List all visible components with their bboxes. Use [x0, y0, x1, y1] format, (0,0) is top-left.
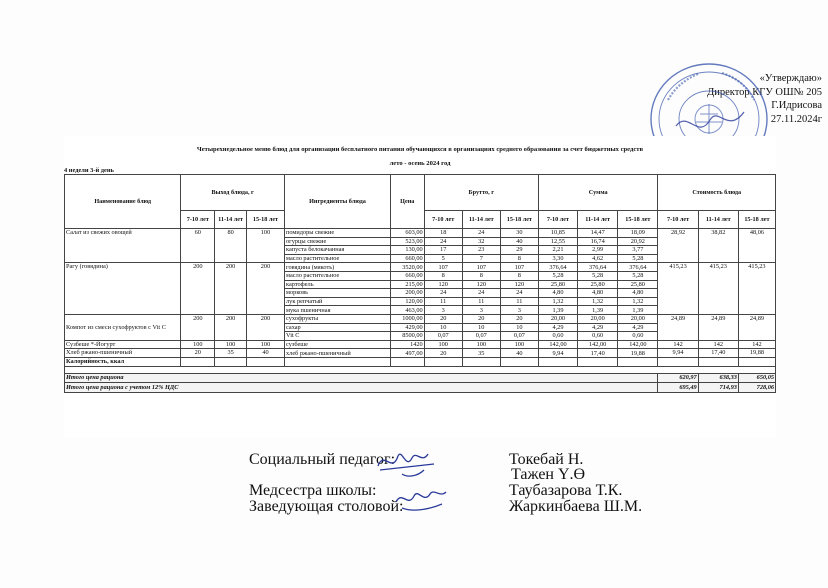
menu-table	[64, 174, 776, 393]
menu-table-body	[65, 229, 776, 393]
dish-cost-age2: 24,89	[698, 314, 738, 340]
menu-title	[64, 143, 776, 171]
header-dish: Наименование блюд	[65, 175, 181, 229]
ingredient-name: картофель	[285, 280, 391, 289]
ingredient-sum-age2: 142,00	[578, 340, 618, 349]
ingredient-brutto-age3: 40	[500, 349, 538, 358]
calories-cell	[424, 357, 462, 366]
dish-yield-age1: 200	[181, 263, 215, 315]
approval-line-4: 27.11.2024г	[770, 113, 822, 125]
dish-yield-age3: 200	[246, 314, 284, 340]
ingredient-sum-age3: 0,60	[618, 332, 658, 341]
dish-cost-age1: 9,94	[658, 349, 698, 358]
calories-cell	[738, 357, 775, 366]
ingredient-name: сухофрукты	[285, 314, 391, 323]
ingredient-sum-age1: 4,80	[538, 289, 577, 298]
ingredient-sum-age1: 25,80	[538, 280, 577, 289]
table-row	[65, 349, 776, 358]
table-row-spacer	[65, 366, 776, 373]
ingredient-name: сузбеше	[285, 340, 391, 349]
ingredient-price: 215,00	[390, 280, 424, 289]
ingredient-sum-age2: 4,80	[578, 289, 618, 298]
total-value-age3: 728,06	[738, 383, 775, 393]
dish-yield-age1: 100	[181, 340, 215, 349]
total-value-age1: 695,49	[658, 383, 698, 393]
ingredient-name: помидоры свежие	[285, 229, 391, 238]
ingredient-brutto-age2: 35	[462, 349, 500, 358]
dish-name: Компот из смеси сухофруктов с Vit C	[65, 314, 181, 340]
ingredient-sum-age2: 25,80	[578, 280, 618, 289]
header-yield-age1: 7-10 лет	[181, 211, 215, 229]
ingredient-brutto-age2: 107	[462, 263, 500, 272]
ingredient-brutto-age3: 107	[500, 263, 538, 272]
ingredient-brutto-age1: 120	[424, 280, 462, 289]
ingredient-brutto-age3: 0,07	[500, 332, 538, 341]
dish-name: Сузбеше *-Йогурт	[65, 340, 181, 349]
calories-cell	[658, 357, 698, 366]
calories-cell	[462, 357, 500, 366]
ingredient-name: масло растительное	[285, 271, 391, 280]
ingredient-brutto-age1: 17	[424, 246, 462, 255]
ingredient-brutto-age2: 24	[462, 229, 500, 238]
handwritten-signature-1	[372, 444, 442, 480]
ingredient-brutto-age2: 120	[462, 280, 500, 289]
ingredient-sum-age1: 3,30	[538, 254, 577, 263]
ingredient-sum-age1: 20,00	[538, 314, 577, 323]
ingredient-name: хлеб ржано-пшеничный	[285, 349, 391, 358]
dish-cost-age3: 415,23	[738, 263, 775, 315]
header-cost: Стоимость блюда	[658, 175, 776, 211]
ingredient-sum-age3: 376,64	[618, 263, 658, 272]
ingredient-sum-age2: 1,39	[578, 306, 618, 315]
ingredient-price: 523,00	[390, 237, 424, 246]
header-ingredients: Ингредиенты блюда	[285, 175, 391, 229]
ingredient-brutto-age1: 11	[424, 297, 462, 306]
dish-yield-age2: 80	[215, 229, 247, 263]
calories-cell	[698, 357, 738, 366]
menu-title-line-2: лето - осень 2024 год	[389, 160, 451, 167]
ingredient-price: 660,00	[390, 271, 424, 280]
dish-cost-age1: 24,89	[658, 314, 698, 340]
ingredient-price: 497,00	[390, 349, 424, 358]
ingredient-brutto-age3: 40	[500, 237, 538, 246]
ingredient-brutto-age1: 0,07	[424, 332, 462, 341]
header-cost-age1: 7-10 лет	[658, 211, 698, 229]
signature-name-canteen-head: Жаркинбаева Ш.М.	[509, 498, 643, 515]
ingredient-sum-age2: 20,00	[578, 314, 618, 323]
ingredient-brutto-age1: 18	[424, 229, 462, 238]
ingredient-brutto-age3: 24	[500, 289, 538, 298]
header-sum-age1: 7-10 лет	[538, 211, 577, 229]
calories-cell	[246, 357, 284, 366]
ingredient-price: 1000,00	[390, 314, 424, 323]
total-value-age2: 638,33	[698, 373, 738, 383]
ingredient-brutto-age2: 23	[462, 246, 500, 255]
ingredient-sum-age3: 3,77	[618, 246, 658, 255]
header-yield: Выход блюда, г	[181, 175, 285, 211]
table-row-total	[65, 373, 776, 383]
ingredient-name: сахар	[285, 323, 391, 332]
ingredient-brutto-age2: 3	[462, 306, 500, 315]
dish-cost-age3: 142	[738, 340, 775, 349]
ingredient-name: морковь	[285, 289, 391, 298]
ingredient-brutto-age3: 10	[500, 323, 538, 332]
dish-cost-age2: 38,82	[698, 229, 738, 263]
ingredient-sum-age2: 0,60	[578, 332, 618, 341]
dish-yield-age1: 200	[181, 314, 215, 340]
ingredient-name: лук репчатый	[285, 297, 391, 306]
header-cost-age2: 11-14 лет	[698, 211, 738, 229]
ingredient-sum-age3: 20,00	[618, 314, 658, 323]
calories-cell	[285, 357, 391, 366]
ingredient-brutto-age1: 24	[424, 289, 462, 298]
ingredient-brutto-age1: 24	[424, 237, 462, 246]
signature-name-school-nurse: Таубазарова Т.К.	[509, 482, 623, 499]
ingredient-sum-age3: 5,28	[618, 254, 658, 263]
ingredient-brutto-age1: 3	[424, 306, 462, 315]
ingredient-sum-age1: 9,94	[538, 349, 577, 358]
ingredient-sum-age2: 376,64	[578, 263, 618, 272]
dish-yield-age2: 35	[215, 349, 247, 358]
handwritten-signature-2	[392, 480, 452, 514]
approval-line-1: «Утверждаю»	[759, 73, 822, 84]
week-day-label: 4 недели 3-й день	[64, 167, 114, 174]
menu-title-line-1: Четырехнедельное меню блюд для организации бесплатного питания обучающихся в организациях среднего образования за счет бюджетных средств	[196, 146, 644, 153]
ingredient-sum-age3: 20,92	[618, 237, 658, 246]
ingredient-sum-age2: 4,29	[578, 323, 618, 332]
dish-name: Салат из свежих овощей	[65, 229, 181, 263]
ingredient-brutto-age1: 20	[424, 314, 462, 323]
dish-cost-age1: 415,23	[658, 263, 698, 315]
ingredient-sum-age1: 2,21	[538, 246, 577, 255]
ingredient-sum-age3: 1,32	[618, 297, 658, 306]
dish-cost-age3: 19,88	[738, 349, 775, 358]
calories-cell	[500, 357, 538, 366]
dish-yield-age1: 20	[181, 349, 215, 358]
ingredient-brutto-age1: 107	[424, 263, 462, 272]
ingredient-name: капуста белокачанная	[285, 246, 391, 255]
ingredient-brutto-age2: 100	[462, 340, 500, 349]
header-cost-age3: 15-18 лет	[738, 211, 775, 229]
total-value-age2: 714,93	[698, 383, 738, 393]
dish-cost-age3: 24,89	[738, 314, 775, 340]
ingredient-sum-age1: 1,32	[538, 297, 577, 306]
table-row	[65, 263, 776, 272]
ingredient-brutto-age2: 0,07	[462, 332, 500, 341]
ingredient-brutto-age3: 8	[500, 254, 538, 263]
ingredient-sum-age3: 18,09	[618, 229, 658, 238]
ingredient-sum-age1: 142,00	[538, 340, 577, 349]
dish-cost-age1: 28,92	[658, 229, 698, 263]
approval-line-3: Г.Идрисова	[771, 100, 822, 111]
ingredient-name: масло растительное	[285, 254, 391, 263]
ingredient-sum-age2: 14,47	[578, 229, 618, 238]
dish-name: Хлеб ржано-пшеничный	[65, 349, 181, 358]
signature-role-social-pedagogue: Социальный педагог:	[249, 451, 396, 468]
table-row-calories	[65, 357, 776, 366]
dish-yield-age2: 100	[215, 340, 247, 349]
ingredient-sum-age1: 4,29	[538, 323, 577, 332]
header-yield-age3: 15-18 лет	[246, 211, 284, 229]
ingredient-brutto-age1: 8	[424, 271, 462, 280]
dish-yield-age2: 200	[215, 314, 247, 340]
ingredient-sum-age2: 1,32	[578, 297, 618, 306]
ingredient-sum-age3: 19,88	[618, 349, 658, 358]
signature-name-social-pedagogue-2: Тажен Ү.Ө	[511, 466, 586, 483]
calories-cell	[215, 357, 247, 366]
ingredient-price: 1420	[390, 340, 424, 349]
ingredient-brutto-age1: 100	[424, 340, 462, 349]
dish-yield-age3: 100	[246, 340, 284, 349]
dish-yield-age1: 60	[181, 229, 215, 263]
calories-cell	[181, 357, 215, 366]
ingredient-sum-age2: 5,28	[578, 271, 618, 280]
ingredient-sum-age1: 376,64	[538, 263, 577, 272]
dish-yield-age3: 40	[246, 349, 284, 358]
ingredient-sum-age2: 2,99	[578, 246, 618, 255]
ingredient-brutto-age2: 20	[462, 314, 500, 323]
header-brutto-age1: 7-10 лет	[424, 211, 462, 229]
ingredient-brutto-age1: 10	[424, 323, 462, 332]
ingredient-price: 8500,00	[390, 332, 424, 341]
ingredient-brutto-age2: 8	[462, 271, 500, 280]
ingredient-brutto-age3: 29	[500, 246, 538, 255]
total-label: Итого цена рациона с учетом 12% НДС	[65, 383, 658, 393]
ingredient-price: 3520,00	[390, 263, 424, 272]
ingredient-name: говядина (мякоть)	[285, 263, 391, 272]
ingredient-sum-age2: 4,62	[578, 254, 618, 263]
ingredient-sum-age1: 10,85	[538, 229, 577, 238]
dish-yield-age3: 200	[246, 263, 284, 315]
ingredient-brutto-age2: 10	[462, 323, 500, 332]
ingredient-price: 463,00	[390, 306, 424, 315]
ingredient-price: 603,00	[390, 229, 424, 238]
ingredient-price: 200,00	[390, 289, 424, 298]
ingredient-price: 120,00	[390, 297, 424, 306]
ingredient-brutto-age2: 24	[462, 289, 500, 298]
ingredient-brutto-age2: 11	[462, 297, 500, 306]
dish-cost-age2: 415,23	[698, 263, 738, 315]
calories-cell	[538, 357, 577, 366]
spacer-cell	[65, 366, 776, 373]
ingredient-price: 130,00	[390, 246, 424, 255]
signature-role-canteen-head: Заведующая столовой:	[249, 498, 404, 515]
ingredient-brutto-age3: 8	[500, 271, 538, 280]
dish-cost-age3: 48,06	[738, 229, 775, 263]
calories-cell	[618, 357, 658, 366]
signature-name-social-pedagogue-1: Токебай Н.	[509, 451, 584, 468]
ingredient-sum-age3: 25,80	[618, 280, 658, 289]
ingredient-brutto-age1: 20	[424, 349, 462, 358]
header-sum-age2: 11-14 лет	[578, 211, 618, 229]
ingredient-brutto-age2: 32	[462, 237, 500, 246]
calories-label: Калорийность, ккал	[65, 357, 181, 366]
dish-yield-age3: 100	[246, 229, 284, 263]
ingredient-brutto-age3: 3	[500, 306, 538, 315]
header-price: Цена	[390, 175, 424, 229]
table-row	[65, 229, 776, 238]
ingredient-sum-age3: 142,00	[618, 340, 658, 349]
ingredient-sum-age1: 12,55	[538, 237, 577, 246]
ingredient-brutto-age1: 5	[424, 254, 462, 263]
ingredient-name: огурцы свежие	[285, 237, 391, 246]
ingredient-brutto-age3: 120	[500, 280, 538, 289]
ingredient-brutto-age3: 11	[500, 297, 538, 306]
calories-cell	[390, 357, 424, 366]
dish-name: Рагу (говядина)	[65, 263, 181, 315]
signature-role-school-nurse: Медсестра школы:	[249, 482, 377, 499]
table-row	[65, 314, 776, 323]
total-value-age1: 620,97	[658, 373, 698, 383]
total-label: Итого цена рациона	[65, 373, 658, 383]
ingredient-brutto-age3: 20	[500, 314, 538, 323]
ingredient-sum-age1: 5,28	[538, 271, 577, 280]
dish-yield-age2: 200	[215, 263, 247, 315]
approval-line-2: Директор КГУ ОШ№ 205	[707, 86, 822, 98]
ingredient-price: 660,00	[390, 254, 424, 263]
ingredient-brutto-age3: 100	[500, 340, 538, 349]
table-row-total	[65, 383, 776, 393]
header-brutto-age2: 11-14 лет	[462, 211, 500, 229]
table-row	[65, 340, 776, 349]
ingredient-name: мука пшеничная	[285, 306, 391, 315]
ingredient-brutto-age3: 30	[500, 229, 538, 238]
ingredient-sum-age2: 16,74	[578, 237, 618, 246]
header-brutto-age3: 15-18 лет	[500, 211, 538, 229]
ingredient-sum-age3: 1,39	[618, 306, 658, 315]
dish-cost-age2: 142	[698, 340, 738, 349]
header-yield-age2: 11-14 лет	[215, 211, 247, 229]
total-value-age3: 650,05	[738, 373, 775, 383]
ingredient-sum-age3: 5,28	[618, 271, 658, 280]
header-sum: Сумма	[538, 175, 658, 211]
ingredient-sum-age3: 4,80	[618, 289, 658, 298]
ingredient-brutto-age2: 7	[462, 254, 500, 263]
ingredient-sum-age1: 0,60	[538, 332, 577, 341]
ingredient-sum-age1: 1,39	[538, 306, 577, 315]
ingredient-sum-age2: 17,40	[578, 349, 618, 358]
dish-cost-age1: 142	[658, 340, 698, 349]
ingredient-price: 429,00	[390, 323, 424, 332]
ingredient-name: Vit C	[285, 332, 391, 341]
dish-cost-age2: 17,40	[698, 349, 738, 358]
ingredient-sum-age3: 4,29	[618, 323, 658, 332]
calories-cell	[578, 357, 618, 366]
header-sum-age3: 15-18 лет	[618, 211, 658, 229]
header-brutto: Брутто, г	[424, 175, 538, 211]
